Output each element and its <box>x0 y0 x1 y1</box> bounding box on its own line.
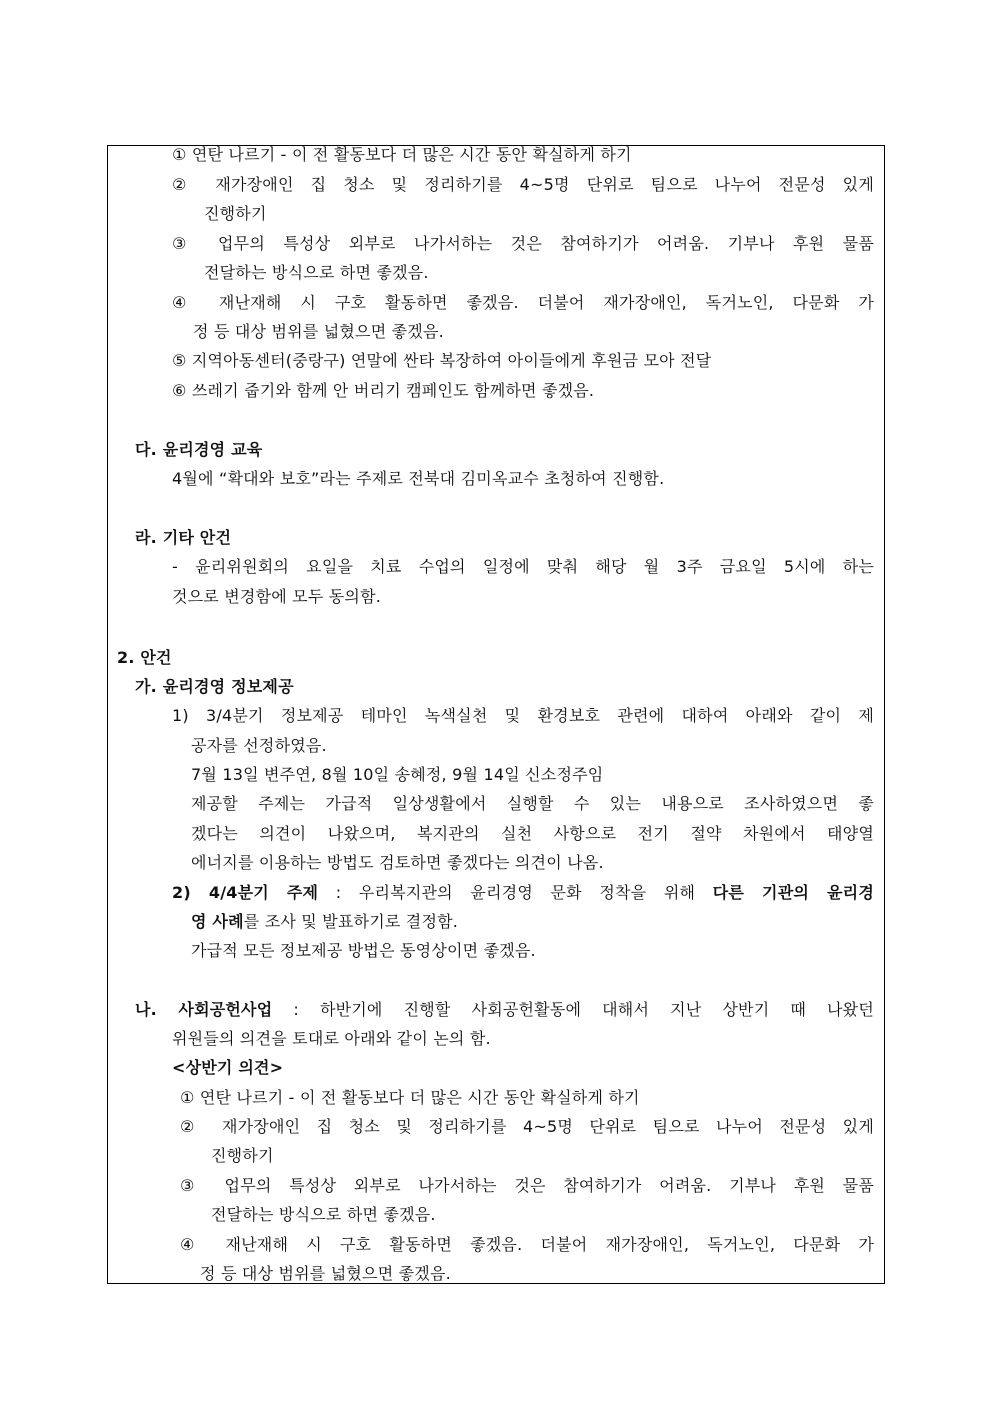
ga-item2-bold-1: 다른 기관의 윤리경 <box>712 883 874 902</box>
prev-item-2-line-1: ② 재가장애인 집 청소 및 정리하기를 4~5명 단위로 팀으로 나누어 전문성 있게 <box>172 175 874 194</box>
prev-item-3-line-2: 전달하는 방식으로 하면 좋겠음. <box>204 263 429 282</box>
section-da-heading: 다. 윤리경영 교육 <box>135 440 263 459</box>
section-na-heading: 나. 사회공헌사업 <box>135 1000 273 1019</box>
section-2-heading: 2. 안건 <box>117 648 172 667</box>
na-item-1: ① 연탄 나르기 - 이 전 활동보다 더 많은 시간 동안 확실하게 하기 <box>180 1088 640 1107</box>
na-item-3-line-1: ③ 업무의 특성상 외부로 나가서하는 것은 참여하기가 어려움. 기부나 후원 물품 <box>180 1176 874 1195</box>
prev-item-5: ⑤ 지역아동센터(중랑구) 연말에 싼타 복장하여 아이들에게 후원금 모아 전달 <box>172 351 712 370</box>
section-ra-line-2: 것으로 변경함에 모두 동의함. <box>172 587 382 606</box>
na-item-2-line-2: 진행하기 <box>211 1146 274 1165</box>
ga-item2-rest: 를 조사 및 발표하기로 결정함. <box>243 912 459 931</box>
prev-item-6: ⑥ 쓰레기 줍기와 함께 안 버리기 캠페인도 함께하면 좋겠음. <box>172 381 595 400</box>
section-ra-heading: 라. 기타 안건 <box>135 528 232 547</box>
prev-item-4-line-2: 정 등 대상 범위를 넓혔으면 좋겠음. <box>193 322 444 341</box>
prev-item-4-line-1: ④ 재난재해 시 구호 활동하면 좋겠음. 더불어 재가장애인, 독거노인, 다문화 가 <box>172 293 874 312</box>
na-intro-rest: : 하반기에 진행할 사회공헌활동에 대해서 지난 상반기 때 나왔던 <box>272 1000 874 1019</box>
ga-item2-note: 가급적 모든 정보제공 방법은 동영상이면 좋겠음. <box>191 941 536 960</box>
ga-item2-line-1 <box>172 883 874 903</box>
ga-item1-line-2: 공자를 선정하였음. <box>191 736 327 755</box>
na-intro-line-1 <box>135 1000 874 1020</box>
na-item-3-line-2: 전달하는 방식으로 하면 좋겠음. <box>211 1205 436 1224</box>
ga-item1-line-1: 1) 3/4분기 정보제공 테마인 녹색실천 및 환경보호 관련에 대하여 아래와 같이 제 <box>172 706 874 725</box>
ga-item1-note-1: 제공할 주제는 가급적 일상생활에서 실행할 수 있는 내용으로 조사하였으면 좋 <box>191 794 874 813</box>
ga-item1-presenters: 7월 13일 변주연, 8월 10일 송혜정, 9월 14일 신소정주임 <box>191 765 604 784</box>
na-intro-line-2: 위원들의 의견을 토대로 아래와 같이 논의 함. <box>172 1029 491 1048</box>
na-item-2-line-1: ② 재가장애인 집 청소 및 정리하기를 4~5명 단위로 팀으로 나누어 전문성 있게 <box>180 1117 874 1136</box>
section-ga-heading: 가. 윤리경영 정보제공 <box>135 677 294 696</box>
ga-item2-mid: : 우리복지관의 윤리경영 문화 정착을 위해 <box>318 883 713 902</box>
prev-item-1: ① 연탄 나르기 - 이 전 활동보다 더 많은 시간 동안 확실하게 하기 <box>172 145 632 164</box>
section-da-text: 4월에 “확대와 보호”라는 주제로 전북대 김미옥교수 초청하여 진행함. <box>172 469 665 488</box>
prev-item-3-line-1: ③ 업무의 특성상 외부로 나가서하는 것은 참여하기가 어려움. 기부나 후원 물품 <box>172 234 874 253</box>
na-sub-heading: <상반기 의견> <box>172 1058 284 1077</box>
ga-item2-label: 2) 4/4분기 주제 <box>172 883 319 902</box>
na-item-4-line-1: ④ 재난재해 시 구호 활동하면 좋겠음. 더불어 재가장애인, 독거노인, 다문화 가 <box>180 1235 874 1254</box>
ga-item1-note-2: 겠다는 의견이 나왔으며, 복지관의 실천 사항으로 전기 절약 차원에서 태양열 <box>191 824 874 843</box>
prev-item-2-line-2: 진행하기 <box>204 204 267 223</box>
ga-item1-note-3: 에너지를 이용하는 방법도 검토하면 좋겠다는 의견이 나옴. <box>191 853 604 872</box>
ga-item2-line-2 <box>191 912 458 932</box>
ga-item2-bold-2: 영 사례 <box>191 912 244 931</box>
section-ra-line-1: - 윤리위원회의 요일을 치료 수업의 일정에 맞춰 해당 월 3주 금요일 5시에 하는 <box>172 557 874 576</box>
na-item-4-line-2: 정 등 대상 범위를 넓혔으면 좋겠음. <box>200 1264 451 1283</box>
